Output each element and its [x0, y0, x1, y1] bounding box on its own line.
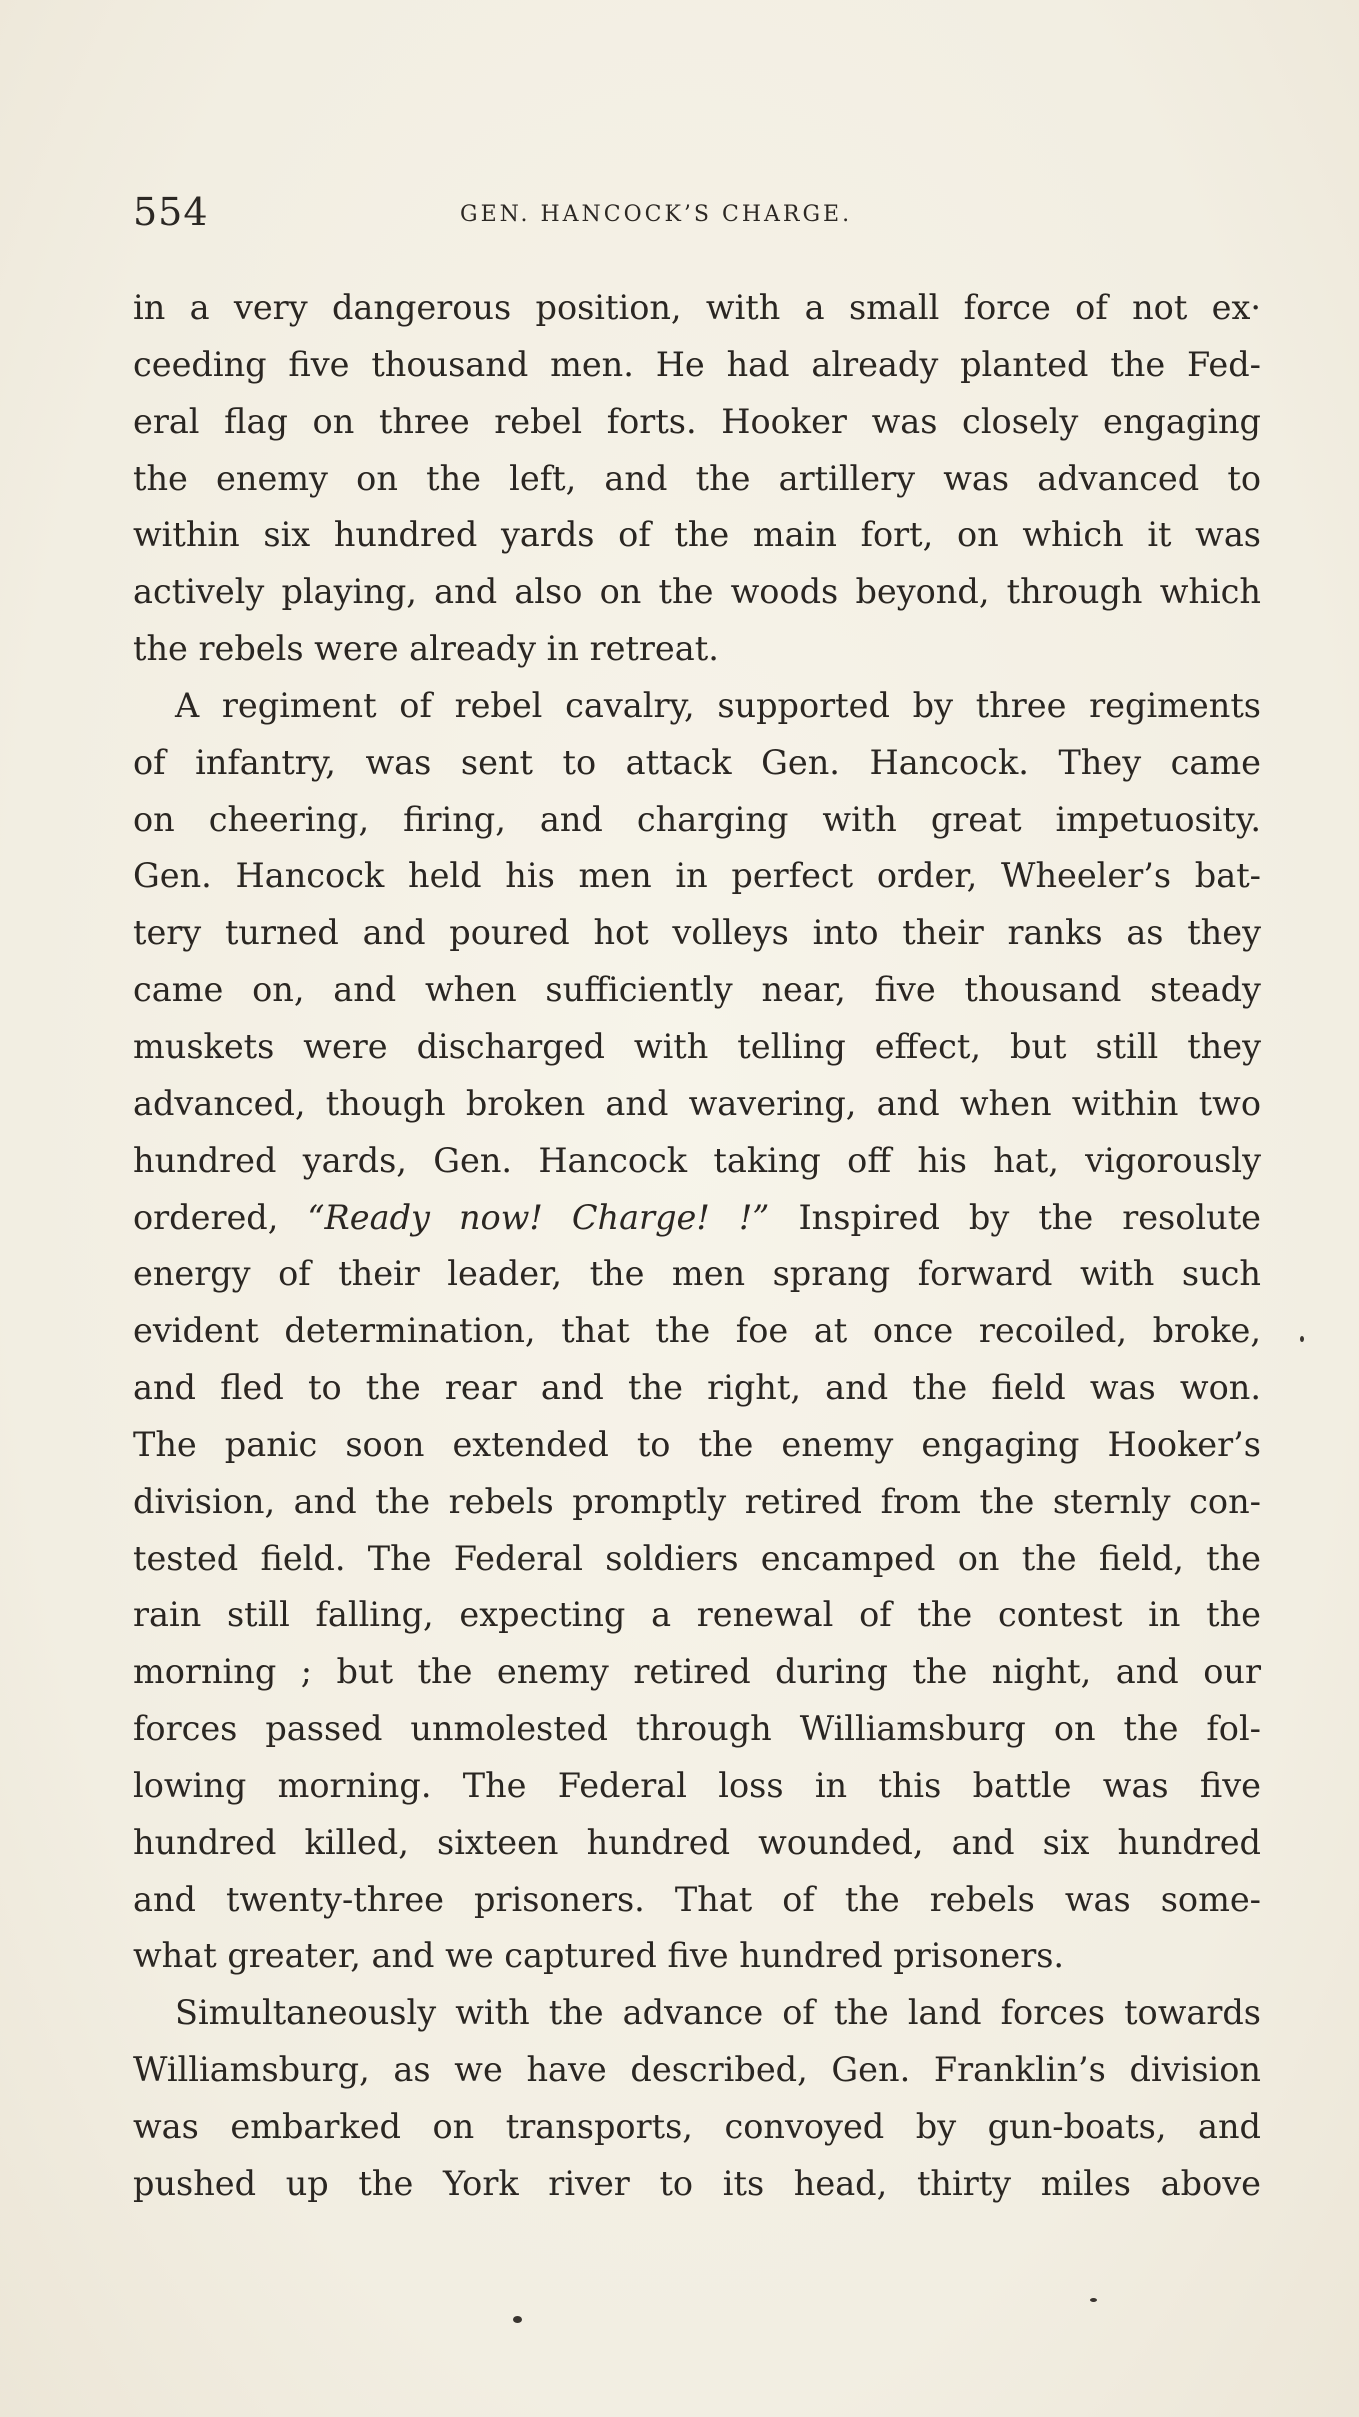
page-number: 554: [133, 190, 209, 234]
text-line: of infantry, was sent to attack Gen. Hancock. They came: [133, 742, 1261, 782]
text-line: on cheering, firing, and charging with great impetuosity.: [133, 799, 1261, 839]
italic-quotation: “Ready now! Charge! !”: [307, 1197, 770, 1237]
ink-speck: [513, 2316, 522, 2323]
text-line: within six hundred yards of the main fort, on which it was: [133, 515, 1261, 555]
text-line: Williamsburg, as we have described, Gen. Franklin’s division: [133, 2050, 1261, 2090]
text-line: lowing morning. The Federal loss in this battle was five: [133, 1765, 1261, 1805]
running-head: GEN. HANCOCK’S CHARGE.: [460, 202, 853, 227]
body-text: [133, 280, 1261, 2213]
text-line: evident determination, that the foe at once recoiled, broke,: [133, 1311, 1261, 1351]
text-line: division, and the rebels promptly retired from the sternly con-: [133, 1481, 1261, 1521]
text-line: Gen. Hancock held his men in perfect order, Wheeler’s bat-: [133, 856, 1261, 896]
text-line: forces passed unmolested through Williamsburg on the fol-: [133, 1709, 1261, 1749]
ink-speck: [1300, 1336, 1304, 1342]
page-header: [133, 190, 1263, 250]
ink-speck: [1090, 2298, 1097, 2302]
text-line: pushed up the York river to its head, thirty miles above: [133, 2163, 1261, 2203]
text-line: hundred yards, Gen. Hancock taking off his hat, vigorously: [133, 1140, 1261, 1180]
text-line: was embarked on transports, convoyed by gun-boats, and: [133, 2107, 1261, 2146]
quote-continuation: Inspired by the resolute: [798, 1197, 1261, 1237]
text-line: hundred killed, sixteen hundred wounded, and six hundred: [133, 1822, 1261, 1862]
text-line: actively playing, and also on the woods beyond, through which: [133, 572, 1261, 612]
text-line: morning ; but the enemy retired during the night, and our: [133, 1652, 1261, 1692]
text-line: ceeding five thousand men. He had already planted the Fed-: [133, 344, 1261, 384]
text-line-with-quote: [133, 1190, 1261, 1247]
text-line: advanced, though broken and wavering, and when within two: [133, 1083, 1261, 1123]
text-line: tery turned and poured hot volleys into their ranks as they: [133, 913, 1261, 953]
paragraph-start-line: A regiment of rebel cavalry, supported by three regiments: [175, 685, 1261, 725]
text-line: the rebels were already in retreat.: [133, 629, 719, 669]
text-line: energy of their leader, the men sprang forward with such: [133, 1254, 1261, 1294]
text-line: tested field. The Federal soldiers encamped on the field, the: [133, 1538, 1261, 1578]
text-line: what greater, and we captured five hundred prisoners.: [133, 1936, 1065, 1976]
text-line: and fled to the rear and the right, and the field was won.: [133, 1368, 1261, 1408]
text-line: the enemy on the left, and the artillery was advanced to: [133, 458, 1261, 498]
text-line: in a very dangerous position, with a small force of not ex·: [133, 288, 1261, 327]
text-line: The panic soon extended to the enemy engaging Hooker’s: [133, 1424, 1261, 1464]
paragraph-start-line: Simultaneously with the advance of the land forces towards: [175, 1993, 1261, 2033]
text-line: eral flag on three rebel forts. Hooker was closely engaging: [133, 401, 1261, 441]
text-line: came on, and when sufficiently near, five thousand steady: [133, 970, 1261, 1010]
text-line: and twenty-three prisoners. That of the rebels was some-: [133, 1879, 1261, 1919]
text-line: muskets were discharged with telling effect, but still they: [133, 1026, 1261, 1066]
quote-lead-in: ordered,: [133, 1197, 279, 1237]
text-line: rain still falling, expecting a renewal of the contest in the: [133, 1595, 1261, 1635]
